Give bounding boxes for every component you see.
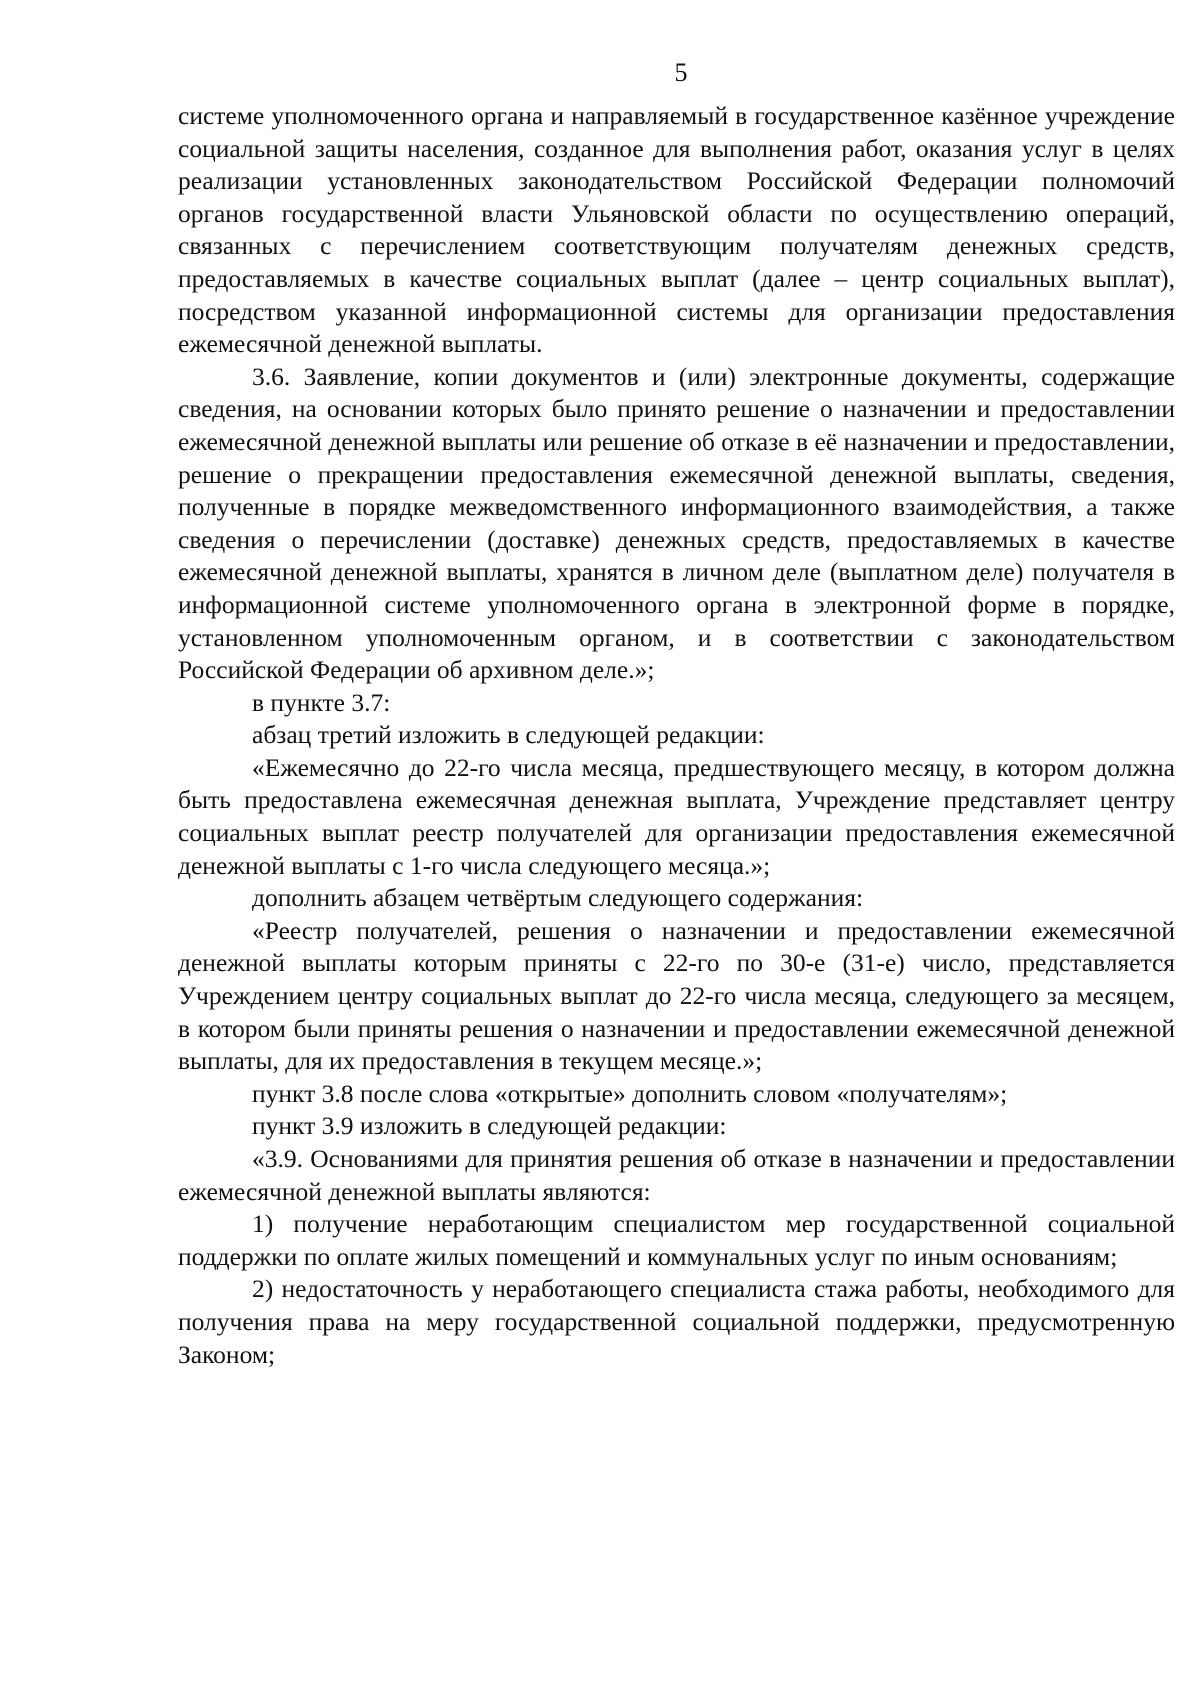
paragraph-3-6: 3.6. Заявление, копии документов и (или) электронные документы, содержащие сведения, на основании которых было принято решение о назначении и предоставлении ежемесячной денежной выплаты или решение об отказе в её назначении и предоставлении, решение о прекращении предоставления ежемесячной денежной выплаты, сведения, полученные в порядке межведомственного информационного взаимодействия, а также сведения о перечислении (доставке) денежных средств, предоставляемых в качестве ежемесячной денежной выплаты, хранятся в личном деле (выплатном деле) получателя в информационной системе уполномоченного органа в электронной форме в порядке, установленном уполномоченным органом, и в соответствии с законодательством Российской Федерации об архивном деле.»; (178, 361, 1175, 685)
list-item-1: 1) получение неработающим специалистом мер государственной социальной поддержки по оплате жилых помещений и коммунальных услуг по иным основаниям; (178, 1209, 1175, 1271)
paragraph-3-9-grounds: «3.9. Основаниями для принятия решения об отказе в назначении и предоставлении ежемесячной денежной выплаты являются: (178, 1144, 1175, 1206)
paragraph-add-fourth: дополнить абзацем четвёртым следующего содержания: (252, 883, 864, 913)
paragraph-point-3-9: пункт 3.9 изложить в следующей редакции: (252, 1111, 727, 1141)
paragraph-abzac-third: абзац третий изложить в следующей редакции: (252, 720, 765, 750)
paragraph-point-3-7: в пункте 3.7: (252, 687, 391, 717)
list-item-2: 2) недостаточность у неработающего специалиста стажа работы, необходимого для получения права на меру государственной социальной поддержки, предусмотренную Законом; (178, 1274, 1175, 1369)
paragraph-point-3-8: пункт 3.8 после слова «открытые» дополнить словом «получателям»; (252, 1078, 1008, 1108)
paragraph-monthly-22: «Ежемесячно до 22-го числа месяца, предшествующего месяцу, в котором должна быть предоставлена ежемесячная денежная выплата, Учреждение представляет центру социальных выплат реестр получателей для организации предоставления ежемесячной денежной выплаты с 1-го числа следующего месяца.»; (178, 752, 1175, 880)
paragraph-system-continuation: системе уполномоченного органа и направляемый в государственное казённое учреждение социальной защиты населения, созданное для выполнения работ, оказания услуг в целях реализации установленных законодательством Российской Федерации полномочий органов государственной власти Ульяновской области по осуществлению операций, связанных с перечислением соответствующим получателям денежных средств, предоставляемых в качестве социальных выплат (далее – центр социальных выплат), посредством указанной информационной системы для организации предоставления ежемесячной денежной выплаты. (178, 101, 1175, 359)
page-number: 5 (674, 58, 688, 87)
document-body (178, 100, 1175, 1371)
paragraph-registry: «Реестр получателей, решения о назначении и предоставлении ежемесячной денежной выплаты которым приняты с 22-го по 30-е (31-е) число, представляется Учреждением центру социальных выплат до 22-го числа месяца, следующего за месяцем, в котором были приняты решения о назначении и предоставлении ежемесячной денежной выплаты, для их предоставления в текущем месяце.»; (178, 915, 1175, 1076)
